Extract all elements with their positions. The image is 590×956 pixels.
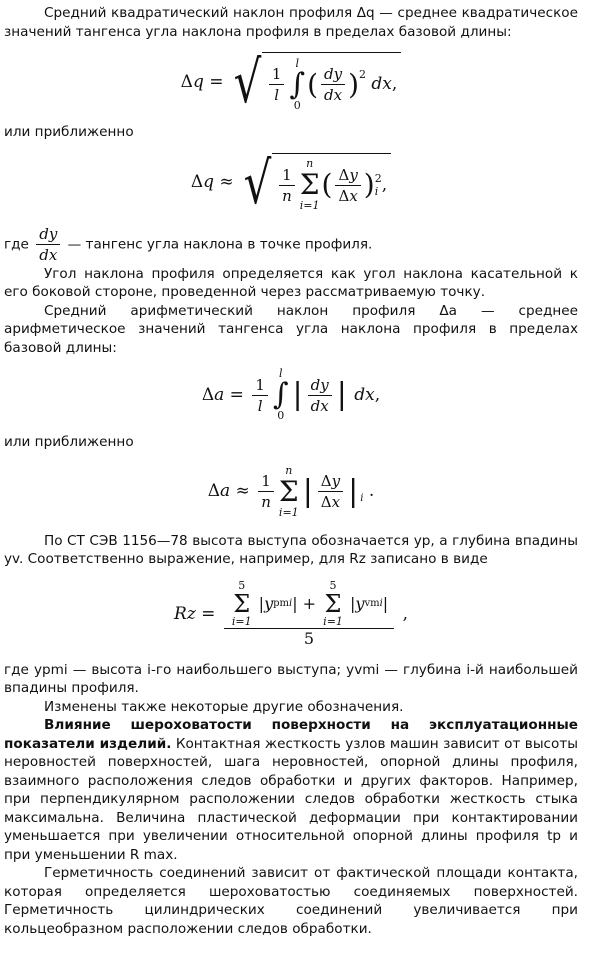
paragraph-roughness-influence: Влияние шероховатости поверхности на эксплуатационные показатели изделий. Контактная жесткость узлов машин зависит от высоты неровностей поверхностей, шага неровностей, опорной длины профиля, взаимного расположения следов обработки и других факторов. Например, при перпендикулярном расположении следов обработки жесткость стыка максимальна. Величина пластической деформации при контактировании уменьшается при увеличении относительной опорной длины профиля tp и при уменьшении R max.	[4, 717, 578, 863]
formula-delta-a-integral: Δa = $\frac{1}{l}$ l ∫ 0 | $\frac{dy}{dx}$ | dx ,	[201, 367, 381, 422]
where-rz-terms: где ypmi — высота i-го наибольшего выступа; yvmi — глубина i-й наибольшей впадины профиля.	[4, 661, 578, 696]
paragraph-slope-angle: Угол наклона профиля определяется как угол наклона касательной к его боковой стороне, проведенной через рассматриваемую точку.	[4, 265, 578, 300]
paragraph-rq-definition: Средний квадратический наклон профиля Δq — среднее квадратическое значений тангенса угла наклона профиля в пределах базовой длины:	[4, 5, 578, 40]
text-approx-1: или приближенно	[4, 124, 134, 140]
paragraph-other-notation: Изменены также некоторые другие обозначения.	[44, 698, 404, 715]
formula-rz: Rz = 5 Σ i=1 | y pmi | + 5 Σ i=1 | y vmi | 5 ,	[174, 579, 408, 648]
formula-delta-q-integral: Δq = √ $\frac{1}{l}$ l ∫ 0 ( $\frac{dy}{dx}$ ) $^2$ dx ,	[4, 41, 578, 123]
paragraph-tightness: Герметичность соединений зависит от фактической площади контакта, которая определяется шероховатостью соединяемых поверхностей. Герметичность цилиндрических соединений увеличивается при кольцеобразном расположении следов обработки.	[4, 865, 578, 937]
text-approx-2: или приближенно	[4, 434, 134, 450]
paragraph-ra-slope: Средний арифметический наклон профиля Δa — среднее арифметическое значений тангенса угла наклона профиля в пределах базовой длины:	[4, 302, 578, 356]
paragraph-cmea-standard: По СТ СЭВ 1156—78 высота выступа обозначается yp, а глубина впадины yv. Соответственно выражение, например, для Rz записано в виде	[4, 532, 578, 567]
formula-delta-q-sum: Δq ≈ √ $\frac{1}{n}$ n Σ i=1 ( $\frac{\Delta y}{\Delta x}$ ) 2 i ,	[4, 142, 578, 224]
where-tangent-line: где $\frac{dy}{dx}$ — тангенс угла наклона в точке профиля.	[4, 224, 373, 264]
formula-delta-a-sum: Δa ≈ $\frac{1}{n}$ n Σ i=1 | $\frac{\Delta y}{\Delta x}$ | $_i$ .	[207, 463, 375, 519]
